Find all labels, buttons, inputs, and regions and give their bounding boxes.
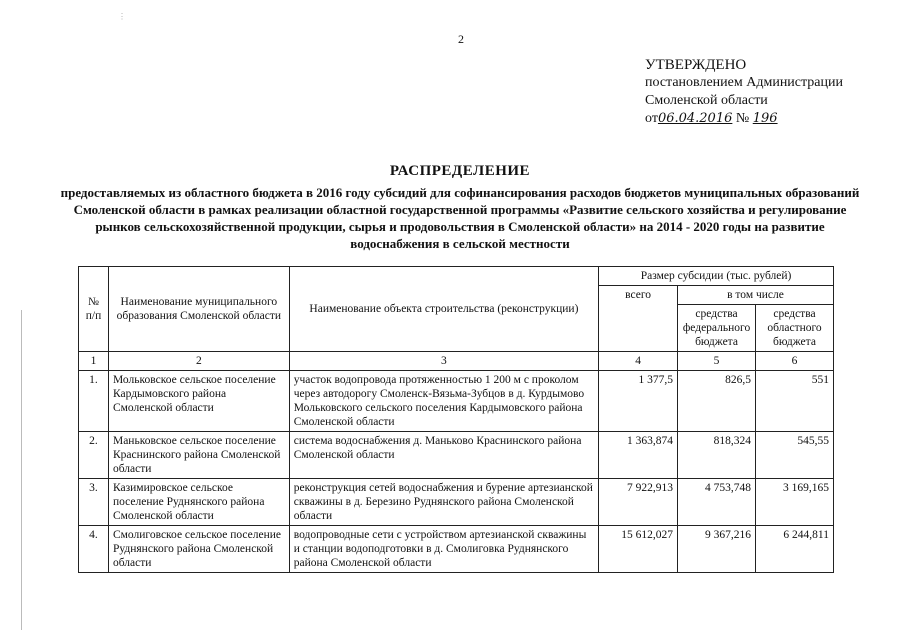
row-object: система водоснабжения д. Маньково Краснинского района Смоленской области xyxy=(289,432,598,479)
table-row xyxy=(79,432,834,479)
page-number: 2 xyxy=(458,32,464,46)
col-number: 3 xyxy=(289,352,598,371)
approval-line-1: постановлением Администрации xyxy=(645,75,843,90)
header-federal: средства федерального бюджета xyxy=(678,305,756,352)
header-regional: средства областного бюджета xyxy=(756,305,834,352)
header-total: всего xyxy=(599,286,678,352)
handwritten-number: 196 xyxy=(752,111,778,126)
row-regional: 545,55 xyxy=(756,432,834,479)
row-object: водопроводные сети с устройством артезианской скважины и станции водоподготовки в д. Смолиговка Руднянского района Смоленской области xyxy=(289,526,598,573)
row-num: 1. xyxy=(79,371,109,432)
distribution-table xyxy=(78,266,834,573)
row-total: 15 612,027 xyxy=(599,526,678,573)
header-object: Наименование объекта строительства (реконструкции) xyxy=(289,267,598,352)
row-federal: 4 753,748 xyxy=(678,479,756,526)
col-number: 1 xyxy=(79,352,109,371)
number-label: № xyxy=(735,111,750,126)
col-number: 5 xyxy=(678,352,756,371)
col-number: 6 xyxy=(756,352,834,371)
row-federal: 9 367,216 xyxy=(678,526,756,573)
row-federal: 818,324 xyxy=(678,432,756,479)
header-including: в том числе xyxy=(678,286,834,305)
approval-line-2: Смоленской области xyxy=(645,93,768,108)
row-municipality: Маньковское сельское поселение Краснинского района Смоленской области xyxy=(108,432,289,479)
table-row xyxy=(79,479,834,526)
row-total: 1 377,5 xyxy=(599,371,678,432)
title-main: РАСПРЕДЕЛЕНИЕ xyxy=(389,163,531,179)
header-num: № п/п xyxy=(79,267,109,352)
row-num: 3. xyxy=(79,479,109,526)
approval-block xyxy=(645,56,843,128)
row-object: реконструкция сетей водоснабжения и бурение артезианской скважины в д. Березино Руднянского района Смоленской области xyxy=(289,479,598,526)
title-subtitle: предоставляемых из областного бюджета в 2016 году субсидий для софинансирования расходов бюджетов муниципальных образований Смоленской области в рамках реализации областной государственной программы «Развитие сельского хозяйства и регулирование рынков сельскохозяйственной продукции, сырья и продовольствия в Смоленской области» на 2014 - 2020 годы на развитие водоснабжения в сельской местности xyxy=(60,185,860,251)
row-municipality: Смолиговское сельское поселение Руднянского района Смоленской области xyxy=(108,526,289,573)
row-total: 7 922,913 xyxy=(599,479,678,526)
row-num: 2. xyxy=(79,432,109,479)
header-subsidy: Размер субсидии (тыс. рублей) xyxy=(599,267,834,286)
table-row xyxy=(79,526,834,573)
header-municipality: Наименование муниципального образования Смоленской области xyxy=(108,267,289,352)
row-federal: 826,5 xyxy=(678,371,756,432)
row-total: 1 363,874 xyxy=(599,432,678,479)
approval-date-line xyxy=(645,110,843,128)
table-row xyxy=(79,371,834,432)
row-regional: 3 169,165 xyxy=(756,479,834,526)
margin-mark: ⋮ xyxy=(118,12,126,21)
row-object: участок водопровода протяженностью 1 200 м с проколом через автодорогу Смоленск-Вязьма-Зубцов в д. Курдымово Мольковского сельского поселения Кардымовского района Смоленской области xyxy=(289,371,598,432)
column-number-row xyxy=(79,352,834,371)
col-number: 4 xyxy=(599,352,678,371)
header-row-1 xyxy=(79,267,834,286)
row-regional: 6 244,811 xyxy=(756,526,834,573)
approval-stamp: УТВЕРЖДЕНО xyxy=(645,57,747,73)
row-num: 4. xyxy=(79,526,109,573)
col-number: 2 xyxy=(108,352,289,371)
row-municipality: Мольковское сельское поселение Кардымовского района Смоленской области xyxy=(108,371,289,432)
document-title xyxy=(60,163,860,252)
handwritten-date: 06.04.2016 xyxy=(657,111,733,126)
from-label: от xyxy=(645,111,658,126)
margin-line xyxy=(21,310,22,630)
row-regional: 551 xyxy=(756,371,834,432)
row-municipality: Казимировское сельское поселение Руднянского района Смоленской области xyxy=(108,479,289,526)
